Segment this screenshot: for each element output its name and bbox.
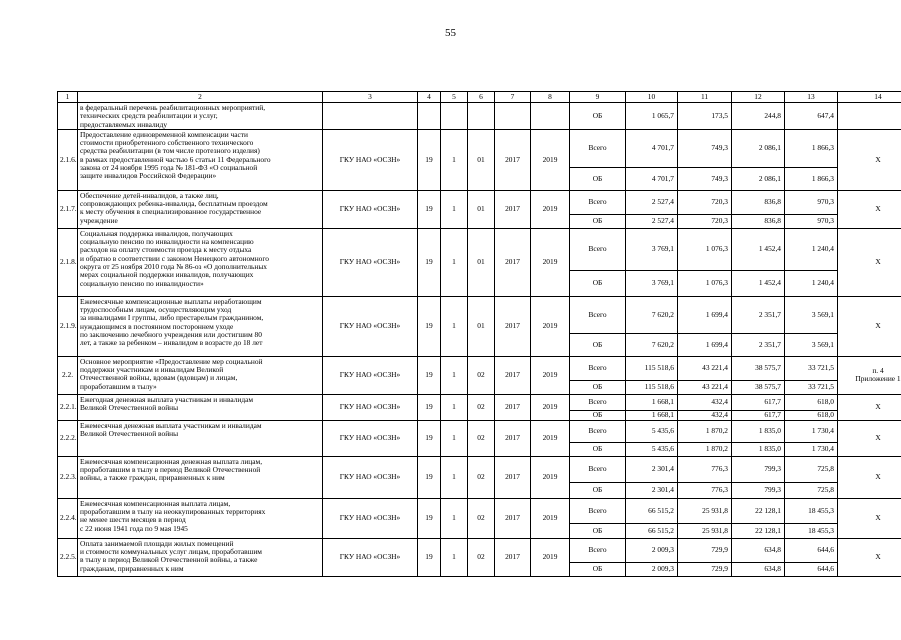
code-col-6: 01 [468, 190, 495, 228]
value-col-13: 725,8 [785, 456, 838, 482]
measure-name: Предоставление единовременной компенсации части стоимости приобретенного собственного технического средства реабилитации (в том числе протезного изделия) в рамках предоставленной частью 6 статьи 11 Федерального закона от 24 ноября 1995 года № 181-ФЗ «О социальной защите инвалидов Российской Федерации» [78, 129, 323, 190]
funding-source: ОБ [570, 410, 626, 420]
end-year: 2019 [531, 420, 570, 456]
value-col-13: 644,6 [785, 562, 838, 576]
value-col-11: 749,3 [678, 129, 732, 167]
value-col-10: 2 527,4 [626, 190, 678, 214]
code-col-5: 1 [441, 498, 468, 538]
value-col-13: 647,4 [785, 103, 838, 130]
value-col-13: 33 721,5 [785, 356, 838, 380]
code-col-5: 1 [441, 129, 468, 190]
measure-name: Ежемесячная денежная выплата участникам и инвалидам Великой Отечественной войны [78, 420, 323, 456]
table-row [58, 129, 901, 167]
row-number [58, 103, 78, 130]
value-col-10: 3 769,1 [626, 228, 678, 270]
table-row [58, 228, 901, 270]
value-col-13: 3 569,1 [785, 333, 838, 356]
code-col-4 [418, 103, 441, 130]
start-year: 2017 [495, 456, 531, 498]
value-col-12: 1 835,0 [732, 420, 785, 442]
code-col-5 [441, 103, 468, 130]
code-col-4: 19 [418, 420, 441, 456]
table-row [58, 103, 901, 130]
value-col-10: 4 701,7 [626, 167, 678, 190]
value-col-11: 749,3 [678, 167, 732, 190]
value-col-11: 43 221,4 [678, 356, 732, 380]
value-col-10: 66 515,2 [626, 523, 678, 538]
value-col-12: 2 086,1 [732, 129, 785, 167]
value-col-13: 18 455,3 [785, 498, 838, 523]
value-col-10: 1 065,7 [626, 103, 678, 130]
row-number: 2.1.7. [58, 190, 78, 228]
code-col-4: 19 [418, 296, 441, 356]
start-year: 2017 [495, 228, 531, 296]
code-col-5: 1 [441, 394, 468, 420]
measure-name: Ежемесячная компенсационная выплата лицам, проработавшим в тылу на неоккупированных территориях не менее шести месяцев в период с 22 июня 1941 года по 9 мая 1945 [78, 498, 323, 538]
link-reference: Х [838, 538, 901, 576]
code-col-6: 02 [468, 538, 495, 576]
table-row [58, 420, 901, 442]
value-col-12: 836,8 [732, 190, 785, 214]
value-col-12: 1 835,0 [732, 442, 785, 456]
header-row [58, 92, 901, 103]
funding-source: Всего [570, 129, 626, 167]
header-cell: 9 [570, 92, 626, 103]
funding-source: ОБ [570, 270, 626, 296]
value-col-13: 1 866,3 [785, 167, 838, 190]
funding-source: Всего [570, 296, 626, 333]
link-reference: Х [838, 498, 901, 538]
value-col-11: 432,4 [678, 410, 732, 420]
value-col-12: 2 351,7 [732, 296, 785, 333]
executor: ГКУ НАО «ОСЗН» [323, 228, 418, 296]
measure-name: Ежемесячные компенсационные выплаты неработающим трудоспособным лицам, осуществляющим уход за инвалидами I группы, либо престарелым гражданином, нуждающимся в постоянном постороннем уходе по заключению лечебного учреждения или достигшим 80 лет, а также за ребенком – инвалидом в возрасте до 18 лет [78, 296, 323, 356]
value-col-13: 618,0 [785, 410, 838, 420]
value-col-10: 115 518,6 [626, 380, 678, 394]
funding-source: Всего [570, 498, 626, 523]
end-year: 2019 [531, 356, 570, 394]
header-cell: 2 [78, 92, 323, 103]
code-col-4: 19 [418, 356, 441, 394]
code-col-6: 01 [468, 228, 495, 296]
value-col-13: 725,8 [785, 482, 838, 498]
funding-source: Всего [570, 538, 626, 562]
value-col-10: 4 701,7 [626, 129, 678, 167]
end-year [531, 103, 570, 130]
code-col-4: 19 [418, 498, 441, 538]
value-col-11: 729,9 [678, 538, 732, 562]
end-year: 2019 [531, 498, 570, 538]
value-col-12: 617,7 [732, 394, 785, 410]
value-col-12: 1 452,4 [732, 228, 785, 270]
code-col-5: 1 [441, 190, 468, 228]
code-col-4: 19 [418, 538, 441, 576]
measure-name: Ежегодная денежная выплата участникам и инвалидам Великой Отечественной войны [78, 394, 323, 420]
funding-source: Всего [570, 456, 626, 482]
header-cell: 11 [678, 92, 732, 103]
funding-source: ОБ [570, 380, 626, 394]
value-col-12: 799,3 [732, 456, 785, 482]
table-body [58, 92, 901, 577]
value-col-13: 33 721,5 [785, 380, 838, 394]
header-cell: 12 [732, 92, 785, 103]
code-col-5: 1 [441, 538, 468, 576]
code-col-5: 1 [441, 456, 468, 498]
value-col-13: 1 730,4 [785, 420, 838, 442]
code-col-6: 02 [468, 498, 495, 538]
value-col-10: 7 620,2 [626, 333, 678, 356]
start-year [495, 103, 531, 130]
value-col-11: 25 931,8 [678, 523, 732, 538]
code-col-6 [468, 103, 495, 130]
table-row [58, 456, 901, 482]
funding-source: ОБ [570, 167, 626, 190]
value-col-11: 1 870,2 [678, 420, 732, 442]
row-number: 2.2. [58, 356, 78, 394]
value-col-10: 5 435,6 [626, 442, 678, 456]
header-cell: 8 [531, 92, 570, 103]
end-year: 2019 [531, 456, 570, 498]
funding-source: ОБ [570, 333, 626, 356]
measure-name: Ежемесячная компенсационная денежная выплата лицам, проработавшим в тылу в период Великой Отечественной войны, а также граждан, приравненных к ним [78, 456, 323, 498]
end-year: 2019 [531, 190, 570, 228]
value-col-13: 1 240,4 [785, 228, 838, 270]
value-col-12: 38 575,7 [732, 380, 785, 394]
measure-name: Основное мероприятие «Предоставление мер социальной поддержки участникам и инвалидам Великой Отечественной войны, вдовам (вдовцам) и лицам, проработавшим в тылу» [78, 356, 323, 394]
header-cell: 3 [323, 92, 418, 103]
value-col-10: 2 009,3 [626, 538, 678, 562]
value-col-11: 1 699,4 [678, 296, 732, 333]
end-year: 2019 [531, 394, 570, 420]
value-col-13: 1 240,4 [785, 270, 838, 296]
code-col-6: 01 [468, 296, 495, 356]
header-cell: 13 [785, 92, 838, 103]
code-col-4: 19 [418, 394, 441, 420]
start-year: 2017 [495, 538, 531, 576]
value-col-13: 1 730,4 [785, 442, 838, 456]
value-col-12: 2 086,1 [732, 167, 785, 190]
value-col-13: 18 455,3 [785, 523, 838, 538]
code-col-4: 19 [418, 190, 441, 228]
table-row [58, 538, 901, 562]
value-col-11: 173,5 [678, 103, 732, 130]
value-col-12: 1 452,4 [732, 270, 785, 296]
link-reference: п. 4 Приложение 1 [838, 356, 901, 394]
value-col-13: 3 569,1 [785, 296, 838, 333]
link-reference: Х [838, 394, 901, 420]
row-number: 2.2.3. [58, 456, 78, 498]
link-reference [838, 103, 901, 130]
value-col-12: 22 128,1 [732, 523, 785, 538]
executor: ГКУ НАО «ОСЗН» [323, 498, 418, 538]
code-col-6: 02 [468, 420, 495, 456]
value-col-11: 25 931,8 [678, 498, 732, 523]
code-col-5: 1 [441, 356, 468, 394]
table-row [58, 356, 901, 380]
value-col-13: 970,3 [785, 214, 838, 228]
header-cell: 10 [626, 92, 678, 103]
row-number: 2.2.2. [58, 420, 78, 456]
executor: ГКУ НАО «ОСЗН» [323, 394, 418, 420]
value-col-11: 432,4 [678, 394, 732, 410]
funding-source: ОБ [570, 103, 626, 130]
value-col-10: 115 518,6 [626, 356, 678, 380]
value-col-11: 1 076,3 [678, 228, 732, 270]
code-col-6: 02 [468, 456, 495, 498]
start-year: 2017 [495, 356, 531, 394]
start-year: 2017 [495, 420, 531, 456]
value-col-10: 7 620,2 [626, 296, 678, 333]
header-cell: 1 [58, 92, 78, 103]
start-year: 2017 [495, 190, 531, 228]
link-reference: Х [838, 190, 901, 228]
funding-source: Всего [570, 356, 626, 380]
row-number: 2.2.4. [58, 498, 78, 538]
executor: ГКУ НАО «ОСЗН» [323, 190, 418, 228]
end-year: 2019 [531, 129, 570, 190]
link-reference: Х [838, 420, 901, 456]
code-col-6: 01 [468, 129, 495, 190]
value-col-11: 1 870,2 [678, 442, 732, 456]
header-cell: 5 [441, 92, 468, 103]
start-year: 2017 [495, 394, 531, 420]
value-col-11: 1 699,4 [678, 333, 732, 356]
budget-table [57, 91, 901, 577]
value-col-12: 2 351,7 [732, 333, 785, 356]
code-col-5: 1 [441, 420, 468, 456]
start-year: 2017 [495, 498, 531, 538]
executor [323, 103, 418, 130]
funding-source: ОБ [570, 482, 626, 498]
measure-name: в федеральный перечень реабилитационных мероприятий, технических средств реабилитации и услуг, предоставляемых инвалиду [78, 103, 323, 130]
value-col-10: 5 435,6 [626, 420, 678, 442]
header-cell: 14 [838, 92, 901, 103]
value-col-13: 1 866,3 [785, 129, 838, 167]
link-reference: Х [838, 456, 901, 498]
value-col-12: 617,7 [732, 410, 785, 420]
start-year: 2017 [495, 129, 531, 190]
header-cell: 4 [418, 92, 441, 103]
end-year: 2019 [531, 228, 570, 296]
value-col-12: 22 128,1 [732, 498, 785, 523]
value-col-12: 799,3 [732, 482, 785, 498]
page-number: 55 [445, 27, 456, 39]
code-col-6: 02 [468, 394, 495, 420]
value-col-12: 634,8 [732, 538, 785, 562]
link-reference: Х [838, 129, 901, 190]
value-col-11: 1 076,3 [678, 270, 732, 296]
link-reference: Х [838, 296, 901, 356]
funding-source: Всего [570, 394, 626, 410]
value-col-10: 2 527,4 [626, 214, 678, 228]
value-col-12: 244,8 [732, 103, 785, 130]
start-year: 2017 [495, 296, 531, 356]
table-row [58, 190, 901, 214]
funding-source: ОБ [570, 442, 626, 456]
value-col-11: 43 221,4 [678, 380, 732, 394]
value-col-10: 2 009,3 [626, 562, 678, 576]
value-col-13: 618,0 [785, 394, 838, 410]
value-col-11: 720,3 [678, 190, 732, 214]
value-col-10: 1 668,1 [626, 410, 678, 420]
funding-source: ОБ [570, 523, 626, 538]
measure-name: Оплата занимаемой площади жилых помещений и стоимости коммунальных услуг лицам, проработавшим в тылу в период Великой Отечественной войны, а также гражданам, приравненных к ним [78, 538, 323, 576]
value-col-10: 66 515,2 [626, 498, 678, 523]
value-col-10: 2 301,4 [626, 456, 678, 482]
value-col-10: 3 769,1 [626, 270, 678, 296]
row-number: 2.2.1. [58, 394, 78, 420]
executor: ГКУ НАО «ОСЗН» [323, 420, 418, 456]
code-col-4: 19 [418, 456, 441, 498]
value-col-12: 836,8 [732, 214, 785, 228]
table-row [58, 498, 901, 523]
executor: ГКУ НАО «ОСЗН» [323, 356, 418, 394]
value-col-10: 2 301,4 [626, 482, 678, 498]
funding-source: Всего [570, 420, 626, 442]
funding-source: ОБ [570, 214, 626, 228]
end-year: 2019 [531, 296, 570, 356]
code-col-5: 1 [441, 228, 468, 296]
code-col-5: 1 [441, 296, 468, 356]
funding-source: ОБ [570, 562, 626, 576]
value-col-11: 729,9 [678, 562, 732, 576]
row-number: 2.2.5. [58, 538, 78, 576]
header-cell: 7 [495, 92, 531, 103]
value-col-13: 644,6 [785, 538, 838, 562]
executor: ГКУ НАО «ОСЗН» [323, 538, 418, 576]
table-row [58, 296, 901, 333]
table-row [58, 394, 901, 410]
header-cell: 6 [468, 92, 495, 103]
executor: ГКУ НАО «ОСЗН» [323, 296, 418, 356]
code-col-6: 02 [468, 356, 495, 394]
value-col-10: 1 668,1 [626, 394, 678, 410]
code-col-4: 19 [418, 228, 441, 296]
executor: ГКУ НАО «ОСЗН» [323, 456, 418, 498]
end-year: 2019 [531, 538, 570, 576]
measure-name: Социальная поддержка инвалидов, получающих социальную пенсию по инвалидности на компенсацию расходов на оплату стоимости проезда к месту отдыха и обратно в соответствии с законом Ненецкого автономного округа от 25 ноября 2010 года № 86-оз «О дополнительных мерах социальной поддержки инвалидов, получающих социальную пенсию по инвалидности» [78, 228, 323, 296]
executor: ГКУ НАО «ОСЗН» [323, 129, 418, 190]
row-number: 2.1.6. [58, 129, 78, 190]
funding-source: Всего [570, 190, 626, 214]
row-number: 2.1.8. [58, 228, 78, 296]
link-reference: Х [838, 228, 901, 296]
value-col-12: 634,8 [732, 562, 785, 576]
value-col-11: 776,3 [678, 456, 732, 482]
value-col-11: 776,3 [678, 482, 732, 498]
row-number: 2.1.9. [58, 296, 78, 356]
value-col-11: 720,3 [678, 214, 732, 228]
measure-name: Обеспечение детей-инвалидов, а также лиц, сопровождающих ребенка-инвалида, бесплатным проездом к месту обучения в специализированное государственное учреждение [78, 190, 323, 228]
funding-source: Всего [570, 228, 626, 270]
value-col-12: 38 575,7 [732, 356, 785, 380]
code-col-4: 19 [418, 129, 441, 190]
value-col-13: 970,3 [785, 190, 838, 214]
